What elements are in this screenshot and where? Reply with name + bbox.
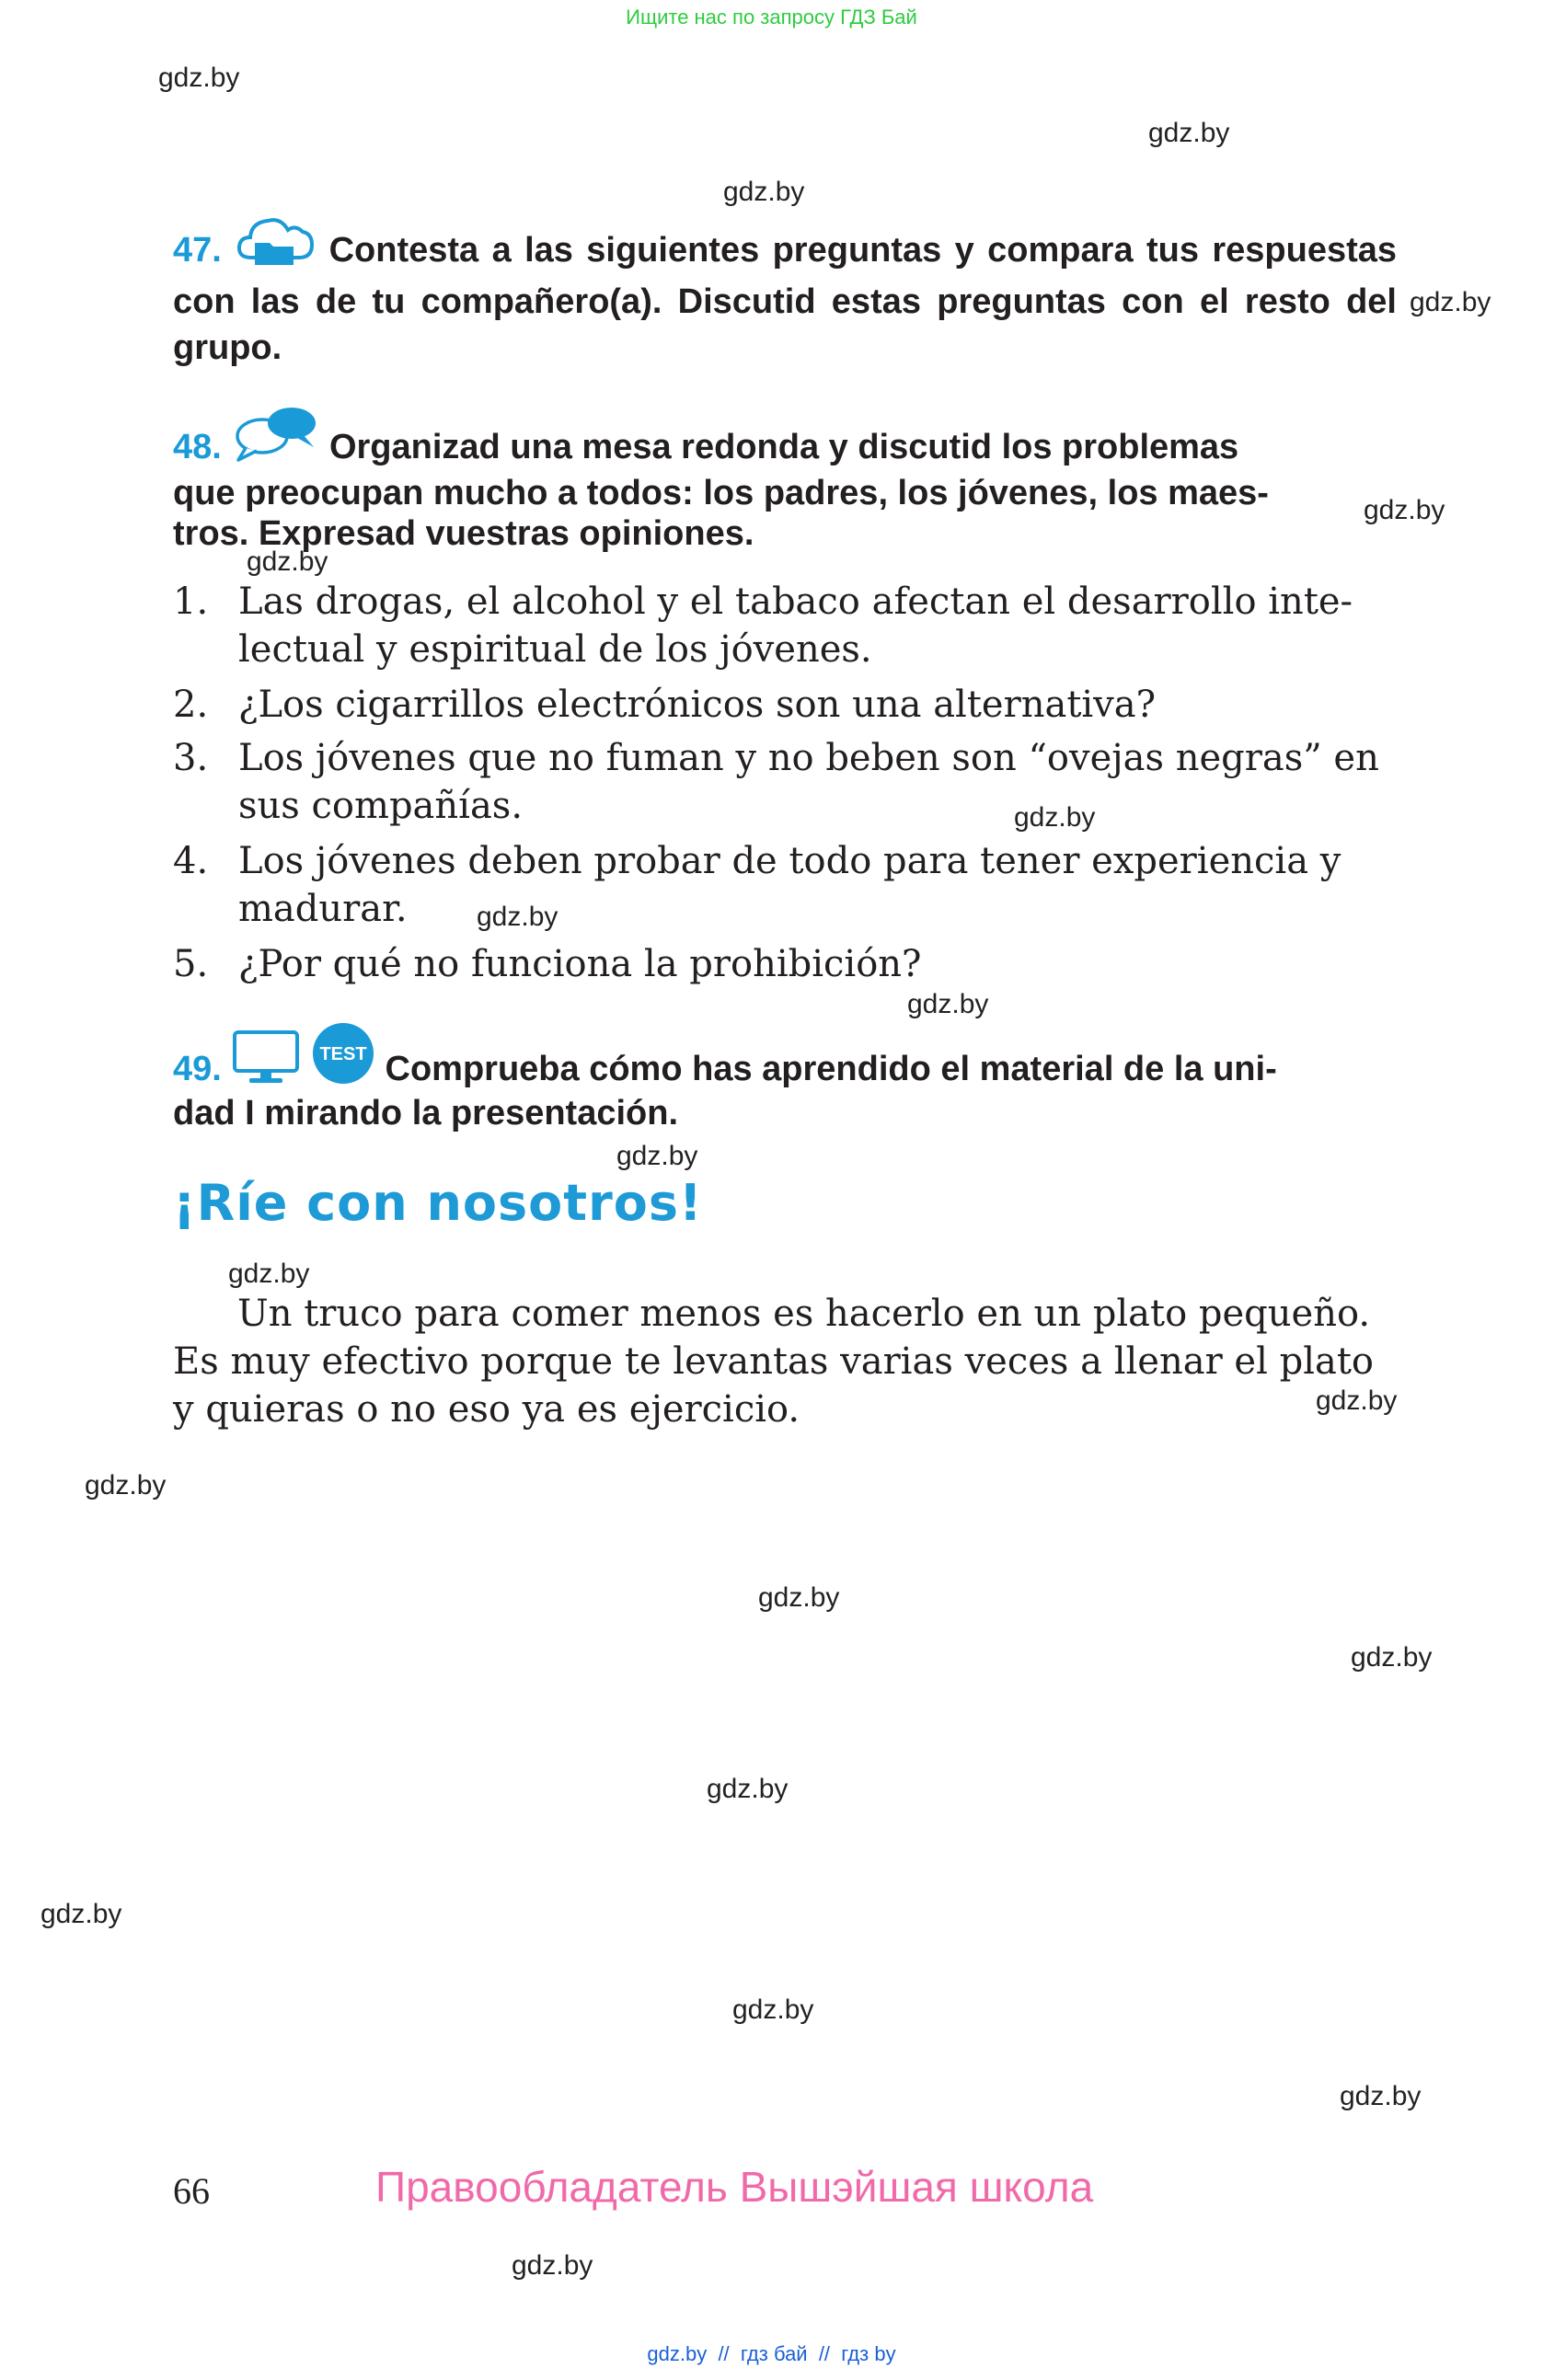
- task-49: [173, 1021, 1397, 1136]
- task-number: 48.: [173, 428, 222, 466]
- watermark: gdz.by: [1014, 802, 1096, 833]
- list-text: Las drogas, el alcohol y el tabaco afectan el desarrollo inte-: [238, 581, 1353, 623]
- watermark: gdz.by: [228, 1259, 310, 1289]
- joke-line: Un truco para comer menos es hacerlo en un plato pequeño.: [237, 1293, 1371, 1335]
- list-item: [173, 837, 1397, 933]
- page-number: 66: [173, 2170, 210, 2212]
- rights-holder: Правообладатель Вышэйшая школа: [375, 2163, 1094, 2211]
- watermark: gdz.by: [707, 1774, 789, 1804]
- task-text-line: Organizad una mesa redonda y discutid los problemas: [328, 428, 1239, 466]
- list-number: 3.: [173, 737, 209, 779]
- watermark: gdz.by: [1316, 1385, 1398, 1416]
- list-number: 4.: [173, 840, 209, 882]
- footer-links[interactable]: gdz.by // гдз бай // гдз by: [647, 2342, 896, 2365]
- list-text: ¿Los cigarrillos electrónicos son una alternativa?: [238, 684, 1157, 726]
- task-text-line: Comprueba cómo has aprendido el material de la uni-: [385, 1050, 1277, 1088]
- watermark: gdz.by: [85, 1470, 167, 1500]
- top-banner: Ищите нас по запросу ГДЗ Бай: [626, 6, 917, 29]
- joke-line: y quieras o no eso ya es ejercicio.: [173, 1388, 800, 1431]
- watermark: gdz.by: [40, 1899, 122, 1929]
- watermark: gdz.by: [477, 902, 558, 932]
- list-text: madurar.: [238, 888, 408, 930]
- task-number: 47.: [173, 231, 222, 270]
- list-text: sus compañías.: [238, 785, 524, 827]
- watermark: gdz.by: [758, 1582, 840, 1613]
- watermark: gdz.by: [1410, 287, 1491, 317]
- watermark: gdz.by: [1351, 1642, 1433, 1673]
- watermark: gdz.by: [1148, 118, 1230, 148]
- test-badge-icon: [311, 1021, 375, 1098]
- watermark: gdz.by: [723, 177, 805, 207]
- task-number: 49.: [173, 1050, 222, 1088]
- list-item: [173, 734, 1397, 830]
- speech-bubbles-icon: [231, 405, 319, 476]
- list-number: 2.: [173, 684, 209, 726]
- watermark: gdz.by: [907, 989, 989, 1019]
- list-text: Los jóvenes que no fuman y no beben son “ovejas negras” en: [238, 737, 1379, 779]
- task-text-line: dad I mirando la presentación.: [173, 1094, 679, 1133]
- test-badge-label: TEST: [319, 1044, 367, 1064]
- watermark: gdz.by: [158, 63, 240, 93]
- list-item: [173, 681, 1397, 729]
- task-48: [173, 405, 1397, 557]
- watermark: gdz.by: [247, 546, 328, 577]
- list-item: [173, 578, 1397, 673]
- task-text-line: que preocupan mucho a todos: los padres, los jóvenes, los maes-: [173, 474, 1269, 512]
- list-number: 5.: [173, 943, 209, 985]
- joke-paragraph: [173, 1290, 1397, 1433]
- task-47: [173, 212, 1397, 371]
- watermark: gdz.by: [512, 2250, 593, 2281]
- list-item: [173, 940, 1397, 988]
- watermark: gdz.by: [1340, 2081, 1422, 2111]
- task-text-line: tros. Expresad vuestras opiniones.: [173, 514, 754, 553]
- list-text: Los jóvenes deben probar de todo para tener experiencia y: [238, 840, 1341, 882]
- section-title: ¡Ríe con nosotros!: [173, 1174, 703, 1232]
- list-text: lectual y espiritual de los jóvenes.: [238, 628, 872, 671]
- list-number: 1.: [173, 581, 209, 623]
- list-text: ¿Por qué no funciona la prohibición?: [238, 943, 922, 985]
- task-text: Contesta a las siguientes preguntas y compara tus respuestas con las de tu compañero(a). Discutid estas preguntas con el resto del grupo.: [173, 231, 1398, 367]
- watermark: gdz.by: [732, 1995, 814, 2025]
- cloud-folder-icon: [235, 212, 316, 279]
- watermark: gdz.by: [616, 1141, 698, 1171]
- watermark: gdz.by: [1364, 495, 1445, 525]
- monitor-icon: [231, 1029, 301, 1098]
- joke-line: Es muy efectivo porque te levantas varias veces a llenar el plato: [173, 1340, 1374, 1383]
